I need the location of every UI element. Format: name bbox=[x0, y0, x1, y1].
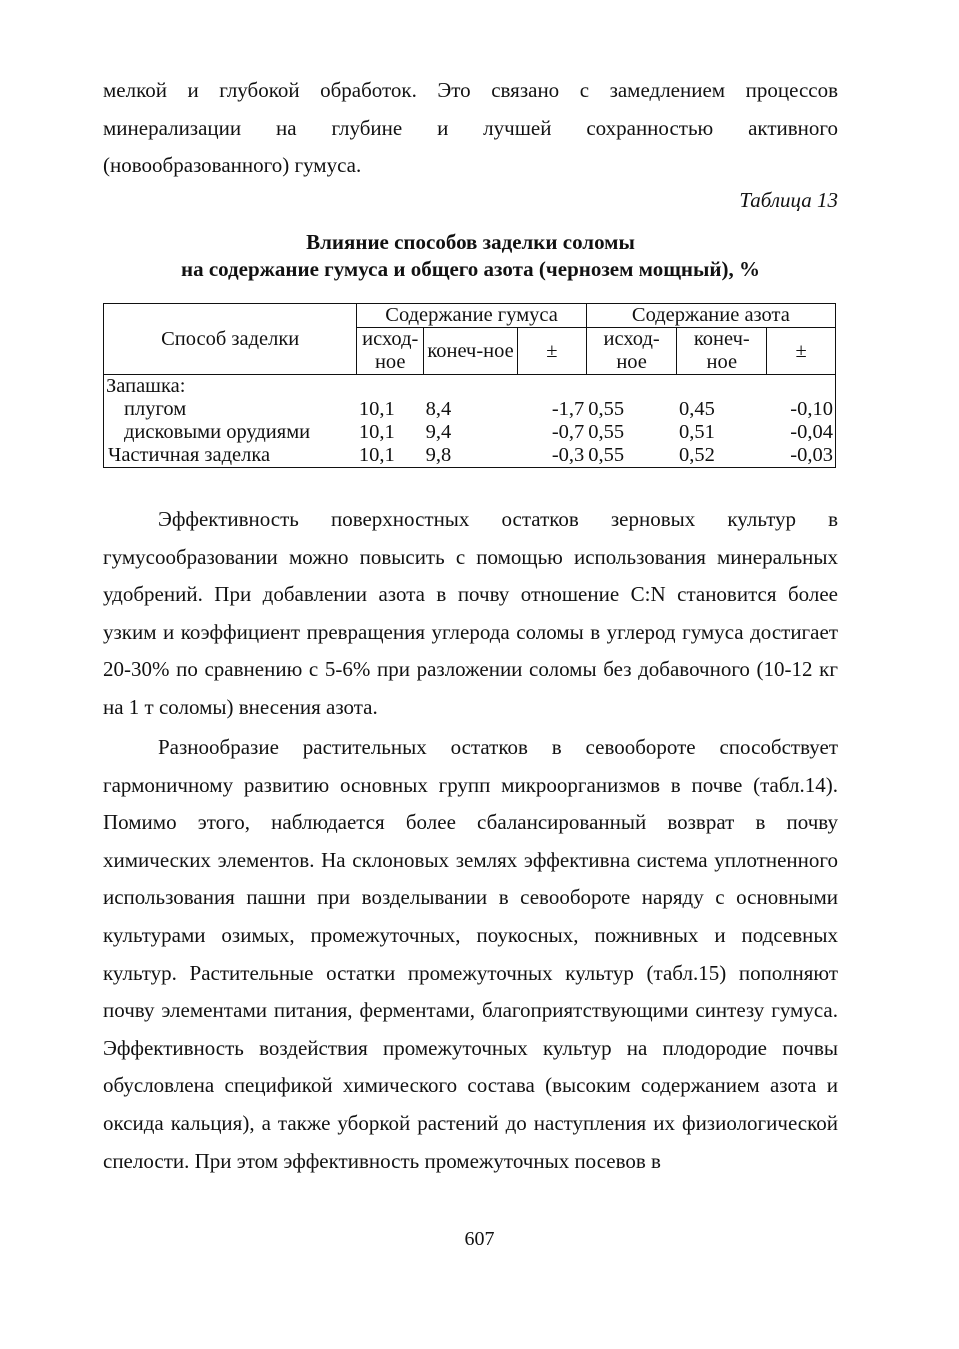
cell-nitrogen-diff: -0,04 bbox=[767, 421, 836, 444]
header-humus: Содержание гумуса bbox=[357, 304, 586, 328]
row-name: дисковыми орудиями bbox=[104, 421, 357, 444]
cell-humus-diff: -1,7 bbox=[551, 398, 585, 420]
group-label: Запашка: bbox=[104, 375, 357, 399]
row-name: Частичная заделка bbox=[104, 444, 357, 468]
table-row bbox=[104, 444, 836, 468]
cell-humus-diff: -0,3 bbox=[551, 444, 585, 466]
table-row bbox=[104, 398, 836, 421]
table-group-row bbox=[104, 375, 836, 399]
table-row bbox=[104, 421, 836, 444]
table-label: Таблица 13 bbox=[739, 188, 838, 212]
cell-humus-diff: -0,7 bbox=[551, 421, 585, 443]
cell-humus-final: 9,4 bbox=[425, 421, 452, 443]
table-header-row-1 bbox=[104, 304, 836, 328]
data-table bbox=[103, 303, 836, 468]
cell-nitrogen-final: 0,52 bbox=[678, 444, 715, 466]
header-humus-initial: исход-ное bbox=[357, 328, 424, 375]
header-humus-final: конеч-ное bbox=[424, 328, 518, 375]
cell-humus-initial: 10,1 bbox=[358, 421, 395, 443]
header-nitrogen-diff: ± bbox=[767, 328, 836, 375]
cell-humus-final: 8,4 bbox=[425, 398, 452, 420]
cell-nitrogen-initial: 0,55 bbox=[588, 444, 625, 466]
cell-humus-initial: 10,1 bbox=[358, 398, 395, 420]
cell-humus-final: 9,8 bbox=[425, 444, 452, 466]
row-name: плугом bbox=[104, 398, 357, 421]
cell-nitrogen-initial: 0,55 bbox=[588, 398, 625, 420]
table-title-line-2: на содержание гумуса и общего азота (чернозем мощный), % bbox=[180, 257, 761, 281]
page-number: 607 bbox=[464, 1228, 495, 1250]
header-nitrogen: Содержание азота bbox=[586, 304, 835, 328]
paragraph-top: мелкой и глубокой обработок. Это связано с замедлением процессов минерализации на глубине и лучшей сохранностью активного (новообразованного) гумуса. bbox=[103, 78, 838, 178]
cell-nitrogen-initial: 0,55 bbox=[588, 421, 625, 443]
cell-humus-initial: 10,1 bbox=[358, 444, 395, 466]
header-humus-diff: ± bbox=[517, 328, 586, 375]
paragraph-2: Эффективность поверхностных остатков зерновых культур в гумусообразовании можно повысить с помощью использования минеральных удобрений. При добавлении азота в почву отношение C:N становится более узким и коэффициент превращения углерода соломы в углерод гумуса достигает 20-30% по сравнению с 5-6% при разложении соломы без добавочного (10-12 кг на 1 т соломы) внесения азота. bbox=[103, 507, 838, 719]
cell-nitrogen-final: 0,51 bbox=[678, 421, 715, 443]
cell-nitrogen-final: 0,45 bbox=[678, 398, 715, 420]
header-nitrogen-initial: исход-ное bbox=[586, 328, 677, 375]
table-title-line-1: Влияние способов заделки соломы bbox=[306, 230, 635, 254]
cell-nitrogen-diff: -0,10 bbox=[767, 398, 836, 421]
header-method: Способ заделки bbox=[104, 304, 357, 375]
header-nitrogen-final: конеч-ное bbox=[677, 328, 767, 375]
table-title bbox=[103, 229, 838, 283]
paragraph-3: Разнообразие растительных остатков в севообороте способствует гармоничному развитию основных групп микроорганизмов в почве (табл.14). Помимо этого, наблюдается более сбалансированный возврат в почву химических элементов. На склоновых землях эффективна система уплотненного использования пашни при возделывании в севообороте наряду с основными культурами озимых, промежуточных, поукосных, пожнивных и подсевных культур. Растительные остатки промежуточных культур (табл.15) пополняют почву элементами питания, ферментами, благоприятствующими синтезу гумуса. Эффективность воздействия промежуточных культур на плодородие почвы обусловлена спецификой химического состава (высоким содержанием азота и оксида кальция), а также уборкой растений до наступления их физиологической спелости. При этом эффективность промежуточных посевов в bbox=[103, 735, 838, 1173]
cell-nitrogen-diff: -0,03 bbox=[767, 444, 836, 468]
